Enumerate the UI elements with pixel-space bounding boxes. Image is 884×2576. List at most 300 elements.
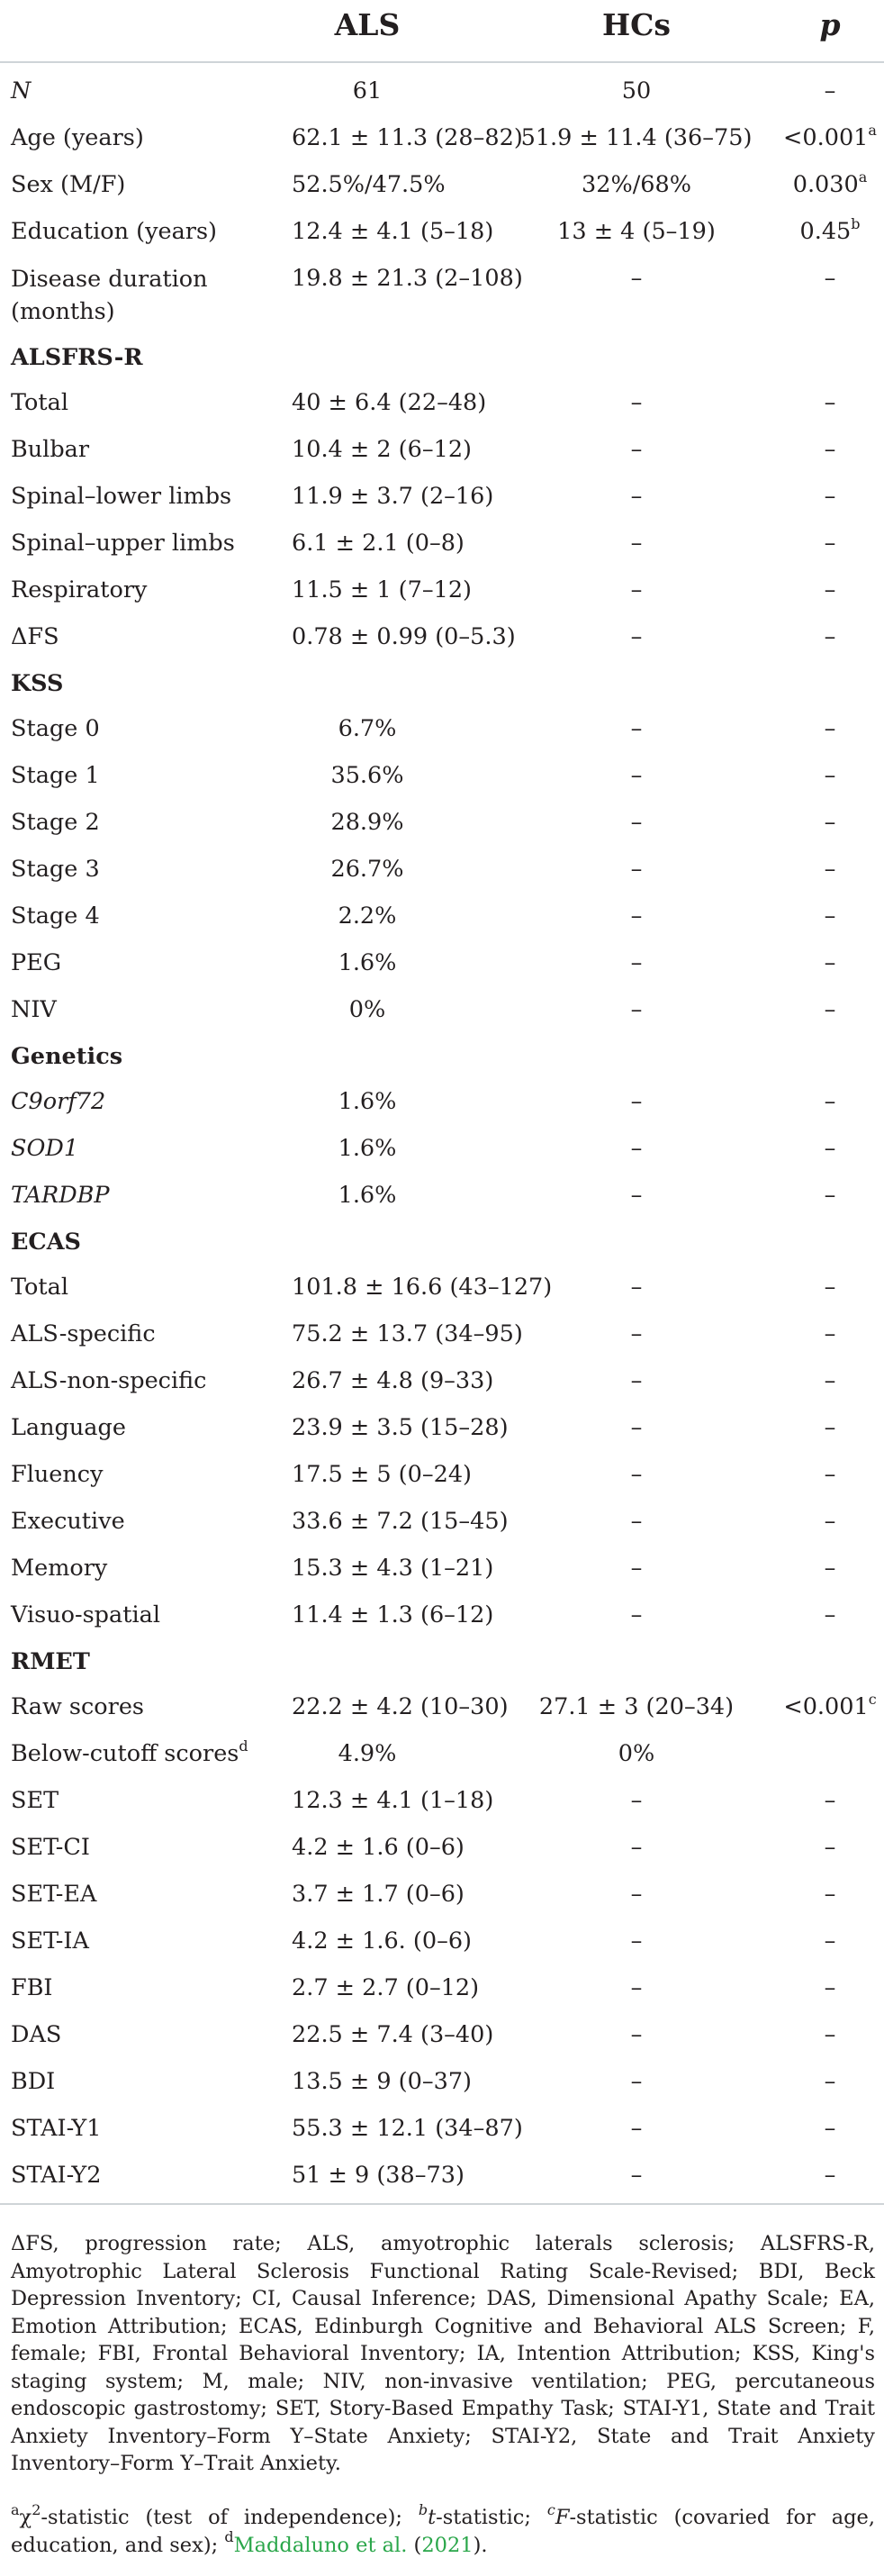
hcs-value bbox=[506, 1553, 767, 1583]
hcs-value bbox=[506, 263, 767, 294]
hcs-value bbox=[506, 2019, 767, 2050]
row-label-text: Total bbox=[11, 1274, 68, 1301]
p-value-text: – bbox=[824, 1367, 836, 1394]
header-hcs: HCs bbox=[601, 7, 672, 42]
hcs-value bbox=[506, 434, 767, 465]
hcs-value-text: – bbox=[630, 2021, 643, 2048]
p-value bbox=[776, 263, 884, 294]
als-value bbox=[292, 1785, 494, 1816]
als-value bbox=[292, 713, 443, 744]
p-value bbox=[776, 2019, 884, 2050]
row-label-text: Memory bbox=[11, 1555, 108, 1582]
section-header-row bbox=[0, 656, 884, 701]
als-value bbox=[292, 1832, 465, 1863]
hcs-value bbox=[506, 1506, 767, 1537]
row-label bbox=[11, 713, 100, 744]
als-value-text: 12.4 ± 4.1 (5–18) bbox=[292, 218, 494, 245]
p-value-text: – bbox=[824, 996, 836, 1023]
row-label bbox=[11, 216, 217, 247]
als-value bbox=[292, 1272, 553, 1302]
hcs-value-text: – bbox=[630, 1555, 643, 1582]
p-value bbox=[776, 1973, 884, 2003]
table-row bbox=[0, 1587, 884, 1634]
hcs-value-text: – bbox=[630, 996, 643, 1023]
als-value bbox=[292, 575, 473, 605]
als-value bbox=[292, 1086, 443, 1117]
hcs-value bbox=[506, 2113, 767, 2144]
row-label-text: SET-IA bbox=[11, 1927, 89, 1955]
row-label bbox=[11, 807, 100, 838]
header-als: ALS bbox=[334, 7, 401, 42]
hcs-value-text: – bbox=[630, 1974, 643, 2001]
hcs-value bbox=[506, 854, 767, 884]
als-value-text: 22.5 ± 7.4 (3–40) bbox=[292, 2021, 494, 2048]
als-value-text: 75.2 ± 13.7 (34–95) bbox=[292, 1320, 523, 1347]
p-value bbox=[776, 1692, 884, 1722]
table-row bbox=[0, 1866, 884, 1913]
als-value-text: 40 ± 6.4 (22–48) bbox=[292, 389, 487, 416]
note-d-marker: d bbox=[224, 2528, 234, 2545]
hcs-value-text: 51.9 ± 11.4 (36–75) bbox=[520, 124, 753, 151]
p-value-text: – bbox=[824, 1555, 836, 1582]
als-value bbox=[292, 76, 443, 106]
row-label bbox=[11, 1785, 59, 1816]
row-label-text: Raw scores bbox=[11, 1693, 145, 1720]
note-b-text: -statistic; bbox=[436, 2506, 547, 2529]
row-label-text: BDI bbox=[11, 2068, 56, 2095]
p-value-text: – bbox=[824, 2021, 836, 2048]
als-value-text: 0.78 ± 0.99 (0–5.3) bbox=[292, 623, 516, 650]
hcs-value-text: 0% bbox=[618, 1740, 655, 1767]
p-value bbox=[776, 1133, 884, 1164]
header-p: p bbox=[819, 7, 841, 42]
row-label bbox=[11, 575, 147, 605]
table-row bbox=[0, 1819, 884, 1866]
hcs-value bbox=[506, 760, 767, 791]
table-row bbox=[0, 1353, 884, 1400]
hcs-value bbox=[506, 169, 767, 200]
row-label-text: KSS bbox=[11, 670, 64, 697]
row-label bbox=[11, 1272, 68, 1302]
table-row bbox=[0, 701, 884, 748]
p-value-text: – bbox=[824, 436, 836, 463]
table-row bbox=[0, 1120, 884, 1167]
als-value bbox=[292, 481, 494, 512]
p-value bbox=[776, 1319, 884, 1349]
row-label-text: Sex (M/F) bbox=[11, 171, 126, 198]
table-row bbox=[0, 1540, 884, 1587]
p-value bbox=[776, 387, 884, 418]
hcs-value-text: 32%/68% bbox=[582, 171, 691, 198]
p-value-text: – bbox=[824, 762, 836, 789]
row-label bbox=[11, 854, 100, 884]
table-row bbox=[0, 250, 884, 330]
section-header-row bbox=[0, 1029, 884, 1074]
hcs-value bbox=[506, 1879, 767, 1909]
hcs-value-text: – bbox=[630, 1881, 643, 1908]
p-value-text: – bbox=[824, 2162, 836, 2189]
als-value bbox=[292, 1738, 443, 1769]
table-row bbox=[0, 1960, 884, 2007]
als-value bbox=[292, 528, 465, 558]
row-label-text: DAS bbox=[11, 2021, 62, 2048]
note-a-text: -statistic (test of independence); bbox=[41, 2506, 419, 2529]
hcs-value-text: – bbox=[630, 1182, 643, 1209]
row-label bbox=[11, 122, 144, 153]
hcs-value-text: – bbox=[630, 1135, 643, 1162]
als-value-text: 1.6% bbox=[338, 1182, 397, 1209]
table-row bbox=[0, 1306, 884, 1353]
p-value-text: – bbox=[824, 530, 836, 557]
p-value-text: – bbox=[824, 1927, 836, 1955]
table-row bbox=[0, 2100, 884, 2147]
hcs-value-text: – bbox=[630, 762, 643, 789]
section-title bbox=[11, 342, 143, 373]
row-label-text: Stage 1 bbox=[11, 762, 100, 789]
table-row bbox=[0, 2007, 884, 2054]
p-value-text: – bbox=[824, 715, 836, 742]
row-label bbox=[11, 1506, 125, 1537]
hcs-value-text: – bbox=[630, 2115, 643, 2142]
row-label-text: Education (years) bbox=[11, 218, 218, 245]
hcs-value-text: – bbox=[630, 1461, 643, 1488]
als-value bbox=[292, 1506, 509, 1537]
als-value bbox=[292, 1553, 494, 1583]
table-row bbox=[0, 1447, 884, 1493]
row-label bbox=[11, 994, 57, 1025]
als-value bbox=[292, 901, 443, 931]
row-label-text: Disease duration (months) bbox=[11, 266, 208, 325]
hcs-value bbox=[506, 713, 767, 744]
note-b-symbol: t bbox=[428, 2506, 437, 2529]
p-value-text: – bbox=[824, 483, 836, 510]
row-label-text: STAI-Y2 bbox=[11, 2162, 102, 2189]
als-value-text: 0% bbox=[348, 996, 386, 1023]
p-value bbox=[776, 434, 884, 465]
note-b-marker: b bbox=[418, 2500, 428, 2518]
hcs-value bbox=[506, 1180, 767, 1211]
table-bottom-rule bbox=[0, 2203, 884, 2205]
p-value-text: – bbox=[824, 1881, 836, 1908]
hcs-value bbox=[506, 1600, 767, 1630]
p-value bbox=[776, 1926, 884, 1956]
p-value-text: – bbox=[824, 1508, 836, 1535]
p-value-text: <0.001 bbox=[783, 1693, 869, 1720]
table-row bbox=[0, 982, 884, 1029]
hcs-value-text: – bbox=[630, 483, 643, 510]
p-value-text: – bbox=[824, 623, 836, 650]
als-value-text: 2.2% bbox=[338, 903, 397, 930]
row-label-text: ALSFRS-R bbox=[11, 344, 143, 371]
hcs-value-text: – bbox=[630, 715, 643, 742]
row-label-text: ALS-non-specific bbox=[11, 1367, 207, 1394]
hcs-value-text: – bbox=[630, 530, 643, 557]
hcs-value bbox=[506, 901, 767, 931]
als-value bbox=[292, 948, 443, 978]
als-value-text: 55.3 ± 12.1 (34–87) bbox=[292, 2115, 523, 2142]
p-value-text: – bbox=[824, 77, 836, 104]
als-value-text: 15.3 ± 4.3 (1–21) bbox=[292, 1555, 494, 1582]
p-value bbox=[776, 1412, 884, 1443]
row-label bbox=[11, 1553, 107, 1583]
table-row bbox=[0, 1074, 884, 1120]
row-label bbox=[11, 1133, 78, 1164]
row-label bbox=[11, 169, 125, 200]
als-value bbox=[292, 621, 516, 652]
p-value bbox=[776, 2066, 884, 2097]
hcs-value bbox=[506, 1319, 767, 1349]
hcs-value-text: 27.1 ± 3 (20–34) bbox=[538, 1693, 735, 1720]
table-row bbox=[0, 1259, 884, 1306]
als-value-text: 51 ± 9 (38–73) bbox=[292, 2162, 465, 2189]
section-title bbox=[11, 668, 63, 699]
row-label-text: PEG bbox=[11, 949, 62, 976]
row-label bbox=[11, 1086, 105, 1117]
als-value-text: 26.7% bbox=[330, 856, 404, 883]
p-value bbox=[776, 1600, 884, 1630]
p-value bbox=[776, 2113, 884, 2144]
p-value bbox=[776, 1785, 884, 1816]
als-value bbox=[292, 1412, 509, 1443]
section-title bbox=[11, 1646, 90, 1677]
table-row bbox=[0, 1726, 884, 1773]
p-value bbox=[776, 621, 884, 652]
hcs-value bbox=[506, 76, 767, 106]
hcs-value bbox=[506, 1086, 767, 1117]
row-label-text: RMET bbox=[11, 1648, 90, 1675]
row-label-text: ECAS bbox=[11, 1229, 81, 1256]
als-value-text: 1.6% bbox=[338, 949, 397, 976]
row-label bbox=[11, 1973, 53, 2003]
table-row bbox=[0, 888, 884, 935]
row-label bbox=[11, 434, 89, 465]
hcs-value-text: – bbox=[630, 576, 643, 603]
table-row bbox=[0, 609, 884, 656]
row-label bbox=[11, 1926, 89, 1956]
p-value bbox=[776, 122, 884, 153]
hcs-value bbox=[506, 1365, 767, 1396]
hcs-value bbox=[506, 1133, 767, 1164]
abbreviations-footnote: ΔFS, progression rate; ALS, amyotrophic laterals sclerosis; ALSFRS-R, Amyotrophic Lateral Sclerosis Functional Rating Scale-Revised; BDI, Beck Depression Inventory; CI, Causal Inference; DAS, Dimensional Apathy Scale; EA, Emotion Attribution; ECAS, Edinburgh Cognitive and Behavioral ALS Screen; F, female; FBI, Frontal Behavioral Inventory; IA, Intention Attribution; KSS, King's staging system; M, male; NIV, non-invasive ventilation; PEG, percutaneous endoscopic gastrostomy; SET, Story-Based Empathy Task; STAI-Y1, State and Trait Anxiety Inventory–Form Y–State Anxiety; STAI-Y2, State and Trait Anxiety Inventory–Form Y–Trait Anxiety. bbox=[11, 2232, 875, 2475]
row-label-text: Visuo-spatial bbox=[11, 1601, 160, 1628]
row-label-text: C9orf72 bbox=[11, 1088, 106, 1115]
p-value bbox=[776, 575, 884, 605]
table-row bbox=[0, 157, 884, 204]
hcs-value bbox=[506, 621, 767, 652]
als-value bbox=[292, 1692, 509, 1722]
als-value-text: 10.4 ± 2 (6–12) bbox=[292, 436, 473, 463]
als-value-text: 23.9 ± 3.5 (15–28) bbox=[292, 1414, 509, 1441]
p-value bbox=[776, 2160, 884, 2191]
als-value bbox=[292, 1973, 480, 2003]
hcs-value bbox=[506, 575, 767, 605]
table-row bbox=[0, 2147, 884, 2194]
hcs-value bbox=[506, 1692, 767, 1722]
row-label-text: STAI-Y1 bbox=[11, 2115, 102, 2142]
p-value bbox=[776, 1365, 884, 1396]
p-value-text: – bbox=[824, 1182, 836, 1209]
row-label-text: Genetics bbox=[11, 1043, 123, 1070]
als-value-text: 11.4 ± 1.3 (6–12) bbox=[292, 1601, 494, 1628]
als-value-text: 11.5 ± 1 (7–12) bbox=[292, 576, 473, 603]
row-label bbox=[11, 1879, 96, 1909]
table-body bbox=[0, 63, 884, 2194]
row-label-text: SET-EA bbox=[11, 1881, 97, 1908]
hcs-value bbox=[506, 2066, 767, 2097]
citation-link[interactable]: Maddaluno et al. bbox=[233, 2533, 408, 2557]
als-value bbox=[292, 2160, 465, 2191]
als-value-text: 13.5 ± 9 (0–37) bbox=[292, 2068, 473, 2095]
hcs-value bbox=[506, 481, 767, 512]
p-value bbox=[776, 1832, 884, 1863]
als-value bbox=[292, 1180, 443, 1211]
note-a-symbol: χ bbox=[19, 2506, 32, 2529]
p-value-text: – bbox=[824, 1834, 836, 1861]
note-c-symbol: F bbox=[555, 2506, 570, 2529]
row-label-text: TARDBP bbox=[11, 1182, 110, 1209]
row-label-text: Stage 3 bbox=[11, 856, 100, 883]
row-label bbox=[11, 2066, 55, 2097]
row-label-text: Stage 2 bbox=[11, 809, 100, 836]
p-value-text: – bbox=[824, 903, 836, 930]
p-value bbox=[776, 994, 884, 1025]
als-value bbox=[292, 216, 494, 247]
als-value-text: 17.5 ± 5 (0–24) bbox=[292, 1461, 473, 1488]
row-label-text: Spinal–lower limbs bbox=[11, 483, 232, 510]
row-label bbox=[11, 901, 100, 931]
p-value bbox=[776, 713, 884, 744]
section-title bbox=[11, 1227, 81, 1257]
p-value bbox=[776, 1459, 884, 1490]
hcs-value-text: – bbox=[630, 2162, 643, 2189]
row-label-text: Stage 4 bbox=[11, 903, 100, 930]
als-value-text: 1.6% bbox=[338, 1088, 397, 1115]
hcs-value bbox=[506, 994, 767, 1025]
als-value-text: 6.1 ± 2.1 (0–8) bbox=[292, 530, 465, 557]
als-value bbox=[292, 1926, 472, 1956]
hcs-value bbox=[506, 387, 767, 418]
p-value-text: – bbox=[824, 1088, 836, 1115]
hcs-value bbox=[506, 1459, 767, 1490]
als-value-text: 12.3 ± 4.1 (1–18) bbox=[292, 1787, 494, 1814]
hcs-value bbox=[506, 1738, 767, 1769]
row-label-text: Bulbar bbox=[11, 436, 90, 463]
p-value-text: – bbox=[824, 1461, 836, 1488]
p-value-text: – bbox=[824, 1601, 836, 1628]
p-value bbox=[776, 1506, 884, 1537]
hcs-value bbox=[506, 1272, 767, 1302]
als-value-text: 33.6 ± 7.2 (15–45) bbox=[292, 1508, 509, 1535]
footnote-marker: b bbox=[851, 214, 861, 232]
row-label bbox=[11, 263, 254, 328]
note-a-exponent: 2 bbox=[32, 2500, 41, 2518]
table-row bbox=[0, 748, 884, 794]
hcs-value bbox=[506, 1973, 767, 2003]
als-value-text: 1.6% bbox=[338, 1135, 397, 1162]
footnote-marker: a bbox=[858, 168, 868, 186]
als-value bbox=[292, 1133, 443, 1164]
als-value bbox=[292, 854, 443, 884]
hcs-value-text: – bbox=[630, 856, 643, 883]
row-label-text: Below-cutoff scores bbox=[11, 1740, 239, 1767]
p-value-text: – bbox=[824, 949, 836, 976]
row-label bbox=[11, 621, 59, 652]
hcs-value-text: – bbox=[630, 1274, 643, 1301]
als-value bbox=[292, 1600, 494, 1630]
row-label-text: SET bbox=[11, 1787, 59, 1814]
p-value bbox=[776, 481, 884, 512]
als-value bbox=[292, 1365, 494, 1396]
row-label bbox=[11, 387, 68, 418]
als-value bbox=[292, 263, 523, 294]
als-value-text: 62.1 ± 11.3 (28–82) bbox=[292, 124, 523, 151]
p-value bbox=[776, 528, 884, 558]
row-label-text: Total bbox=[11, 389, 68, 416]
hcs-value bbox=[506, 216, 767, 247]
table-row bbox=[0, 468, 884, 515]
p-value bbox=[776, 1272, 884, 1302]
hcs-value-text: – bbox=[630, 1834, 643, 1861]
p-value-text: – bbox=[824, 265, 836, 292]
row-label-text: Age (years) bbox=[11, 124, 144, 151]
row-label bbox=[11, 948, 61, 978]
footnote-marker: a bbox=[868, 121, 877, 139]
hcs-value bbox=[506, 1832, 767, 1863]
p-value-text: – bbox=[824, 1135, 836, 1162]
section-header-row bbox=[0, 330, 884, 375]
hcs-value-text: – bbox=[630, 2068, 643, 2095]
section-header-row bbox=[0, 1634, 884, 1679]
als-value bbox=[292, 169, 446, 200]
row-label bbox=[11, 1412, 126, 1443]
p-value bbox=[776, 216, 884, 247]
table-row bbox=[0, 375, 884, 422]
p-value bbox=[776, 901, 884, 931]
table-row bbox=[0, 794, 884, 841]
row-label-text: Stage 0 bbox=[11, 715, 100, 742]
p-value bbox=[776, 760, 884, 791]
note-d-open: ( bbox=[407, 2533, 422, 2557]
p-value bbox=[776, 948, 884, 978]
table-row bbox=[0, 562, 884, 609]
row-label-text: SOD1 bbox=[11, 1135, 79, 1162]
table-row bbox=[0, 1493, 884, 1540]
footnote-marker: c bbox=[868, 1690, 877, 1708]
als-value-text: 11.9 ± 3.7 (2–16) bbox=[292, 483, 494, 510]
p-value-text: 0.45 bbox=[799, 218, 852, 245]
hcs-value-text: 13 ± 4 (5–19) bbox=[557, 218, 716, 245]
table-row bbox=[0, 1400, 884, 1447]
p-value-text: – bbox=[824, 576, 836, 603]
note-c-marker: c bbox=[546, 2500, 555, 2518]
hcs-value-text: – bbox=[630, 265, 643, 292]
als-value-text: 61 bbox=[352, 77, 383, 104]
row-label bbox=[11, 1319, 156, 1349]
hcs-value-text: – bbox=[630, 1508, 643, 1535]
p-value bbox=[776, 169, 884, 200]
section-header-row bbox=[0, 1214, 884, 1259]
row-label bbox=[11, 481, 231, 512]
als-value-text: 26.7 ± 4.8 (9–33) bbox=[292, 1367, 494, 1394]
als-value-text: 6.7% bbox=[338, 715, 397, 742]
hcs-value-text: – bbox=[630, 1787, 643, 1814]
als-value-text: 4.9% bbox=[338, 1740, 397, 1767]
row-label bbox=[11, 1692, 144, 1722]
row-label bbox=[11, 2113, 101, 2144]
als-value-text: 28.9% bbox=[330, 809, 404, 836]
citation-year-link[interactable]: 2021 bbox=[421, 2533, 474, 2557]
note-a-marker: a bbox=[11, 2500, 20, 2518]
